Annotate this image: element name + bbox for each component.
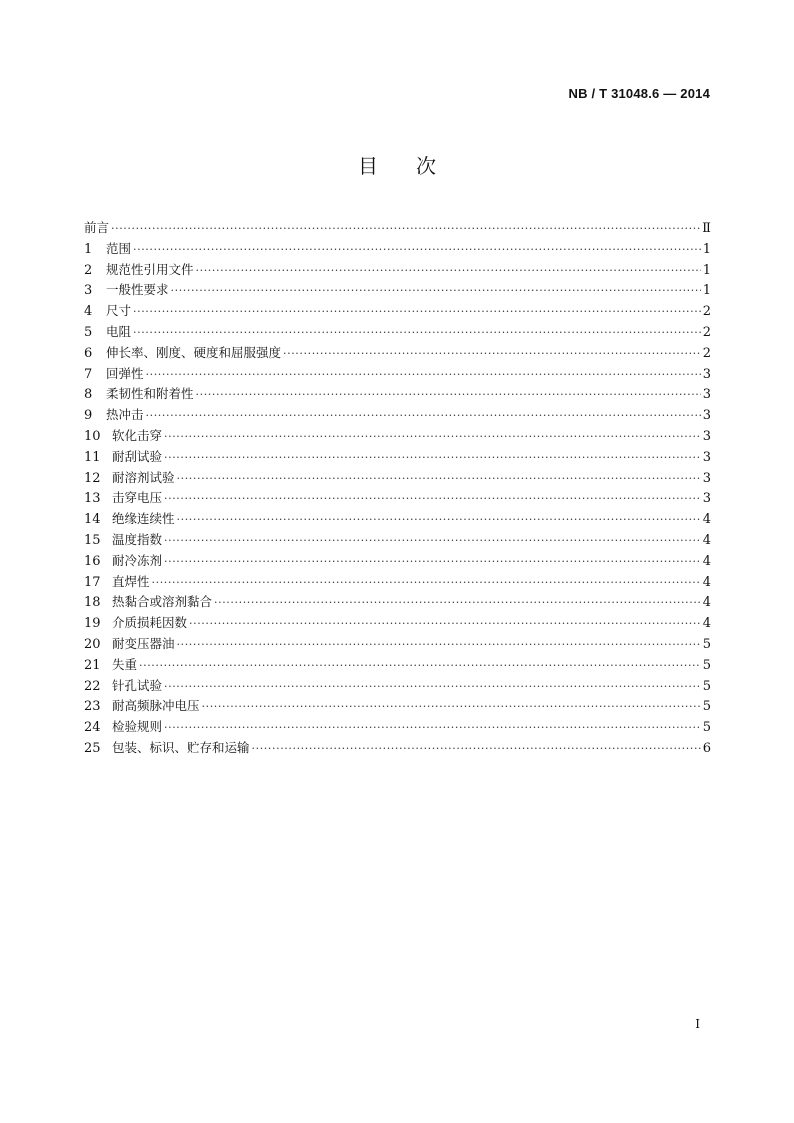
toc-entry-label: 回弹性 [106, 365, 144, 381]
toc-entry-label: 软化击穿 [112, 427, 163, 443]
toc-entry-number: 6 [84, 345, 93, 361]
toc-leader-dots [177, 635, 701, 656]
toc-entry[interactable] [84, 280, 711, 301]
toc-entry[interactable] [84, 696, 711, 717]
toc-entry-page: 3 [702, 366, 711, 382]
toc-leader-dots [133, 323, 701, 344]
toc-entry-number: 1 [84, 241, 93, 257]
toc-entry[interactable] [84, 572, 711, 593]
toc-entry[interactable] [84, 384, 711, 405]
toc-entry-number: 16 [84, 553, 101, 569]
toc-entry-label: 耐刮试验 [112, 448, 163, 464]
toc-entry-number: 4 [84, 304, 93, 320]
toc-entry-label: 击穿电压 [112, 490, 163, 506]
toc-entry-label: 失重 [112, 656, 138, 672]
toc-leader-dots [139, 656, 701, 677]
toc-leader-dots [164, 448, 701, 469]
toc-leader-dots [133, 302, 701, 323]
toc-leader-dots [152, 573, 701, 594]
toc-entry[interactable] [84, 405, 711, 426]
table-of-contents [84, 218, 711, 759]
toc-entry[interactable] [84, 426, 711, 447]
toc-leader-dots [164, 531, 701, 552]
toc-entry[interactable] [84, 343, 711, 364]
toc-entry-number: 5 [84, 324, 93, 340]
toc-entry-page: 4 [702, 574, 711, 590]
toc-entry-label: 热冲击 [106, 407, 144, 423]
toc-entry-page: 4 [702, 595, 711, 611]
toc-entry[interactable] [84, 634, 711, 655]
toc-entry-number: 8 [84, 387, 93, 403]
toc-entry-page: 2 [702, 324, 711, 340]
toc-entry-number: 9 [84, 408, 93, 424]
toc-entry-page: 6 [702, 740, 711, 756]
toc-entry-label: 温度指数 [112, 531, 163, 547]
toc-leader-dots [177, 510, 701, 531]
toc-entry-page: 3 [702, 387, 711, 403]
toc-entry-page: 3 [702, 449, 711, 465]
toc-entry-label: 针孔试验 [112, 677, 163, 693]
toc-entry-label: 前言 [84, 220, 110, 235]
toc-entry-label: 检验规则 [112, 719, 163, 735]
toc-leader-dots [111, 219, 700, 240]
toc-entry-label: 耐冷冻剂 [112, 552, 163, 568]
toc-leader-dots [196, 385, 701, 406]
toc-leader-dots [252, 739, 701, 760]
toc-entry-number: 19 [84, 616, 101, 632]
toc-leader-dots [196, 261, 701, 282]
toc-leader-dots [164, 427, 701, 448]
toc-entry-number: 18 [84, 595, 101, 611]
toc-entry-label: 耐变压器油 [112, 635, 175, 651]
toc-entry-number: 24 [84, 720, 101, 736]
toc-entry-label: 直焊性 [112, 573, 150, 589]
toc-entry-page: 1 [702, 283, 711, 299]
toc-entry[interactable] [84, 239, 711, 260]
toc-entry-number: 7 [84, 366, 93, 382]
toc-leader-dots [164, 552, 701, 573]
toc-entry-page: 3 [702, 491, 711, 507]
toc-entry-label: 热黏合或溶剂黏合 [112, 594, 213, 610]
toc-entry[interactable] [84, 613, 711, 634]
toc-leader-dots [146, 365, 701, 386]
toc-leader-dots [133, 240, 701, 261]
toc-entry-number: 13 [84, 491, 101, 507]
toc-entry-page: 1 [702, 262, 711, 278]
toc-entry[interactable] [84, 509, 711, 530]
toc-entry-number: 21 [84, 657, 101, 673]
toc-entry-page: 3 [702, 428, 711, 444]
toc-entry-label: 范围 [106, 240, 132, 256]
toc-entry-number: 15 [84, 532, 101, 548]
toc-entry-page: 4 [702, 512, 711, 528]
toc-entry-label: 耐高频脉冲电压 [112, 698, 200, 714]
toc-entry-page: 4 [702, 553, 711, 569]
toc-entry[interactable] [84, 447, 711, 468]
toc-leader-dots [214, 593, 701, 614]
toc-entry[interactable] [84, 260, 711, 281]
toc-entry[interactable] [84, 530, 711, 551]
toc-entry[interactable] [84, 551, 711, 572]
toc-entry-number: 14 [84, 512, 101, 528]
toc-entry-label: 伸长率、刚度、硬度和屈服强度 [106, 344, 282, 360]
toc-entry-page: 5 [702, 699, 711, 715]
toc-entry-label: 柔韧性和附着性 [106, 386, 194, 402]
toc-entry-label: 尺寸 [106, 303, 132, 319]
toc-entry-label: 介质损耗因数 [112, 615, 188, 631]
toc-entry-label: 绝缘连续性 [112, 511, 175, 527]
toc-entry-page: 5 [702, 657, 711, 673]
toc-entry-page: 4 [702, 616, 711, 632]
toc-entry-page: 5 [702, 678, 711, 694]
toc-entry-label: 一般性要求 [106, 282, 169, 298]
page-number: I [695, 1017, 700, 1031]
toc-entry[interactable] [84, 218, 711, 239]
toc-entry[interactable] [84, 364, 711, 385]
toc-leader-dots [146, 406, 701, 427]
toc-entry-page: 3 [702, 408, 711, 424]
toc-entry[interactable] [84, 468, 711, 489]
toc-entry-number: 3 [84, 283, 93, 299]
toc-entry[interactable] [84, 301, 711, 322]
toc-entry-label: 电阻 [106, 323, 132, 339]
toc-entry[interactable] [84, 717, 711, 738]
toc-title: 目次 [358, 154, 474, 178]
toc-entry[interactable] [84, 592, 711, 613]
toc-entry[interactable] [84, 676, 711, 697]
toc-entry-page: 5 [702, 636, 711, 652]
standard-code: NB / T 31048.6 — 2014 [568, 86, 710, 101]
toc-leader-dots [283, 344, 701, 365]
toc-leader-dots [164, 677, 701, 698]
toc-entry-label: 耐溶剂试验 [112, 469, 175, 485]
toc-entry-page: 4 [702, 532, 711, 548]
toc-entry[interactable] [84, 488, 711, 509]
toc-entry-page: Ⅱ [702, 221, 711, 236]
toc-entry-page: 1 [702, 241, 711, 257]
toc-entry-number: 11 [84, 449, 101, 465]
toc-entry-number: 20 [84, 636, 101, 652]
toc-entry-number: 25 [84, 740, 101, 756]
toc-entry-page: 3 [702, 470, 711, 486]
toc-leader-dots [164, 718, 701, 739]
toc-entry-number: 17 [84, 574, 101, 590]
toc-entry-page: 2 [702, 345, 711, 361]
toc-entry-number: 23 [84, 699, 101, 715]
toc-entry-page: 5 [702, 720, 711, 736]
toc-entry[interactable] [84, 322, 711, 343]
toc-leader-dots [202, 697, 701, 718]
toc-entry[interactable] [84, 738, 711, 759]
toc-entry-number: 12 [84, 470, 101, 486]
toc-entry-number: 10 [84, 428, 101, 444]
toc-leader-dots [177, 469, 701, 490]
toc-entry-number: 22 [84, 678, 101, 694]
toc-leader-dots [189, 614, 701, 635]
toc-entry-label: 包装、标识、贮存和运输 [112, 739, 250, 755]
toc-entry-page: 2 [702, 304, 711, 320]
toc-leader-dots [171, 281, 701, 302]
toc-entry-number: 2 [84, 262, 93, 278]
toc-leader-dots [164, 489, 701, 510]
toc-entry-label: 规范性引用文件 [106, 261, 194, 277]
toc-entry[interactable] [84, 655, 711, 676]
